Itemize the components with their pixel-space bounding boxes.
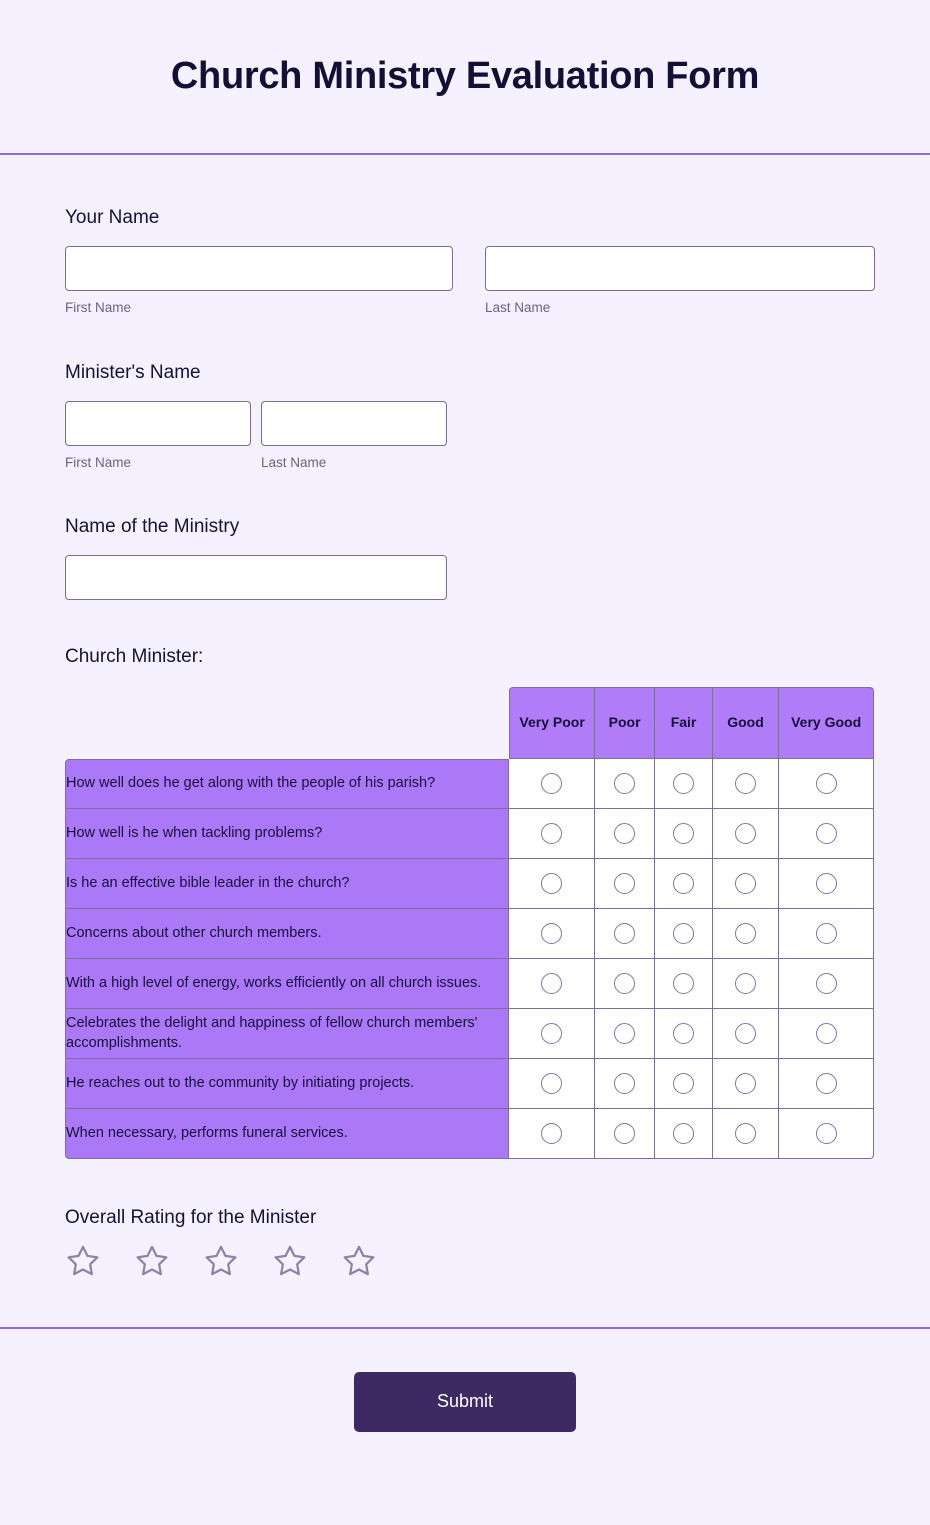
matrix-radio-cell[interactable] (655, 959, 712, 1009)
your-first-name-group (65, 246, 453, 316)
matrix-row-label: Concerns about other church members. (65, 909, 509, 959)
matrix-radio-cell[interactable] (779, 859, 874, 909)
radio-button-icon[interactable] (614, 1123, 635, 1144)
matrix-row-label: How well is he when tackling problems? (65, 809, 509, 859)
matrix-radio-cell[interactable] (655, 1109, 712, 1159)
radio-button-icon[interactable] (541, 1073, 562, 1094)
matrix-radio-cell[interactable] (509, 909, 595, 959)
matrix-body (65, 759, 874, 1159)
radio-button-icon[interactable] (816, 973, 837, 994)
radio-button-icon[interactable] (673, 773, 694, 794)
your-last-name-sublabel: Last Name (485, 299, 551, 315)
matrix-radio-cell[interactable] (713, 959, 779, 1009)
radio-button-icon[interactable] (614, 873, 635, 894)
radio-button-icon[interactable] (541, 1123, 562, 1144)
minister-last-name-sublabel: Last Name (261, 454, 327, 470)
matrix-radio-cell[interactable] (655, 809, 712, 859)
radio-button-icon[interactable] (735, 823, 756, 844)
matrix-radio-cell[interactable] (713, 1109, 779, 1159)
radio-button-icon[interactable] (614, 1023, 635, 1044)
matrix-radio-cell[interactable] (779, 759, 874, 809)
matrix-radio-cell[interactable] (655, 1059, 712, 1109)
submit-button[interactable]: Submit (354, 1372, 576, 1432)
radio-button-icon[interactable] (614, 773, 635, 794)
radio-button-icon[interactable] (816, 923, 837, 944)
matrix-radio-cell[interactable] (595, 1109, 655, 1159)
matrix-row-label: When necessary, performs funeral services. (65, 1109, 509, 1159)
matrix-radio-cell[interactable] (779, 959, 874, 1009)
matrix-header (65, 687, 874, 759)
matrix-column-header-very-poor: Very Poor (509, 687, 595, 759)
page-title: Church Ministry Evaluation Form (170, 55, 760, 97)
minister-name-label: Minister's Name (65, 361, 201, 383)
radio-button-icon[interactable] (735, 973, 756, 994)
radio-button-icon[interactable] (541, 973, 562, 994)
matrix-table-wrap (0, 687, 930, 1159)
your-first-name-input[interactable] (65, 246, 453, 291)
radio-button-icon[interactable] (816, 873, 837, 894)
your-last-name-input[interactable] (485, 246, 875, 291)
field-your-name (0, 207, 930, 316)
matrix-row-label: Is he an effective bible leader in the church? (65, 859, 509, 909)
your-name-inputs (65, 246, 930, 316)
matrix-column-header-fair: Fair (655, 687, 712, 759)
radio-button-icon[interactable] (735, 773, 756, 794)
matrix-row-label: How well does he get along with the people of his parish? (65, 759, 509, 809)
matrix-radio-cell[interactable] (713, 1059, 779, 1109)
minister-first-name-group (65, 401, 251, 471)
radio-button-icon[interactable] (673, 823, 694, 844)
star-icon-1[interactable] (65, 1243, 101, 1279)
matrix-radio-cell[interactable] (509, 959, 595, 1009)
section-spacer (0, 600, 930, 646)
matrix-radio-cell[interactable] (713, 859, 779, 909)
minister-first-name-input[interactable] (65, 401, 251, 446)
minister-last-name-input[interactable] (261, 401, 447, 446)
matrix-row (65, 759, 874, 809)
star-icon-4[interactable] (272, 1243, 308, 1279)
field-minister-name (0, 362, 930, 471)
radio-button-icon[interactable] (614, 923, 635, 944)
matrix-radio-cell[interactable] (509, 1059, 595, 1109)
form-footer (0, 1327, 930, 1475)
matrix-radio-cell[interactable] (595, 859, 655, 909)
radio-button-icon[interactable] (673, 1123, 694, 1144)
field-ministry-name (0, 516, 930, 600)
matrix-radio-cell[interactable] (655, 909, 712, 959)
radio-button-icon[interactable] (735, 1073, 756, 1094)
matrix-row (65, 1009, 874, 1059)
radio-button-icon[interactable] (673, 973, 694, 994)
star-icon-3[interactable] (203, 1243, 239, 1279)
section-spacer (0, 316, 930, 362)
matrix-row-label: He reaches out to the community by initiating projects. (65, 1059, 509, 1109)
matrix-corner-cell (65, 687, 509, 759)
matrix-radio-cell[interactable] (509, 759, 595, 809)
matrix-radio-cell[interactable] (655, 1009, 712, 1059)
matrix-radio-cell[interactable] (779, 1059, 874, 1109)
matrix-radio-cell[interactable] (779, 909, 874, 959)
star-rating-group[interactable] (65, 1243, 930, 1279)
radio-button-icon[interactable] (614, 973, 635, 994)
matrix-row (65, 909, 874, 959)
radio-button-icon[interactable] (735, 923, 756, 944)
section-spacer (0, 471, 930, 516)
matrix-radio-cell[interactable] (509, 859, 595, 909)
radio-button-icon[interactable] (816, 823, 837, 844)
radio-button-icon[interactable] (735, 1023, 756, 1044)
radio-button-icon[interactable] (673, 873, 694, 894)
matrix-column-header-good: Good (713, 687, 779, 759)
matrix-row-label: Celebrates the delight and happiness of fellow church members' accomplishments. (65, 1009, 509, 1059)
your-first-name-sublabel: First Name (65, 299, 132, 315)
radio-button-icon[interactable] (541, 873, 562, 894)
matrix-label: Church Minister: (65, 645, 204, 667)
radio-button-icon[interactable] (816, 1073, 837, 1094)
radio-button-icon[interactable] (541, 923, 562, 944)
minister-first-name-sublabel: First Name (65, 454, 132, 470)
radio-button-icon[interactable] (541, 823, 562, 844)
radio-button-icon[interactable] (735, 873, 756, 894)
matrix-radio-cell[interactable] (779, 809, 874, 859)
matrix-radio-cell[interactable] (509, 1009, 595, 1059)
radio-button-icon[interactable] (735, 1123, 756, 1144)
radio-button-icon[interactable] (816, 1123, 837, 1144)
matrix-radio-cell[interactable] (509, 1109, 595, 1159)
matrix-radio-cell[interactable] (595, 909, 655, 959)
matrix-row (65, 959, 874, 1009)
matrix-row (65, 859, 874, 909)
matrix-column-header-poor: Poor (595, 687, 655, 759)
radio-button-icon[interactable] (816, 773, 837, 794)
matrix-radio-cell[interactable] (779, 1109, 874, 1159)
matrix-row (65, 1109, 874, 1159)
overall-rating-section (0, 1207, 930, 1279)
star-icon-5[interactable] (341, 1243, 377, 1279)
your-name-label: Your Name (65, 207, 160, 228)
ministry-name-label: Name of the Ministry (65, 515, 240, 537)
radio-button-icon[interactable] (614, 1073, 635, 1094)
matrix-radio-cell[interactable] (595, 959, 655, 1009)
your-last-name-group (485, 246, 875, 316)
radio-button-icon[interactable] (673, 923, 694, 944)
matrix-radio-cell[interactable] (595, 759, 655, 809)
matrix-radio-cell[interactable] (595, 809, 655, 859)
matrix-radio-cell[interactable] (509, 809, 595, 859)
matrix-column-header-very-good: Very Good (779, 687, 874, 759)
matrix-radio-cell[interactable] (713, 909, 779, 959)
ministry-name-input[interactable] (65, 555, 447, 600)
matrix-header-row (65, 687, 874, 759)
matrix-row-label: With a high level of energy, works efficiently on all church issues. (65, 959, 509, 1009)
form-body (0, 155, 930, 1279)
radio-button-icon[interactable] (614, 823, 635, 844)
matrix-radio-cell[interactable] (713, 759, 779, 809)
input-spacer (453, 246, 485, 316)
matrix-radio-cell[interactable] (595, 1009, 655, 1059)
radio-button-icon[interactable] (673, 1073, 694, 1094)
matrix-radio-cell[interactable] (779, 1009, 874, 1059)
overall-rating-label: Overall Rating for the Minister (65, 1206, 317, 1228)
matrix-radio-cell[interactable] (655, 759, 712, 809)
radio-button-icon[interactable] (673, 1023, 694, 1044)
radio-button-icon[interactable] (541, 1023, 562, 1044)
matrix-radio-cell[interactable] (655, 859, 712, 909)
radio-button-icon[interactable] (541, 773, 562, 794)
input-spacer (251, 401, 261, 471)
matrix-row (65, 1059, 874, 1109)
matrix-row (65, 809, 874, 859)
radio-button-icon[interactable] (816, 1023, 837, 1044)
star-icon-2[interactable] (134, 1243, 170, 1279)
minister-name-inputs (65, 401, 930, 471)
minister-last-name-group (261, 401, 447, 471)
matrix-section-label-wrap (0, 646, 930, 669)
form-header (0, 0, 930, 155)
rating-matrix-table (65, 687, 874, 1159)
matrix-radio-cell[interactable] (595, 1059, 655, 1109)
matrix-radio-cell[interactable] (713, 809, 779, 859)
matrix-radio-cell[interactable] (713, 1009, 779, 1059)
